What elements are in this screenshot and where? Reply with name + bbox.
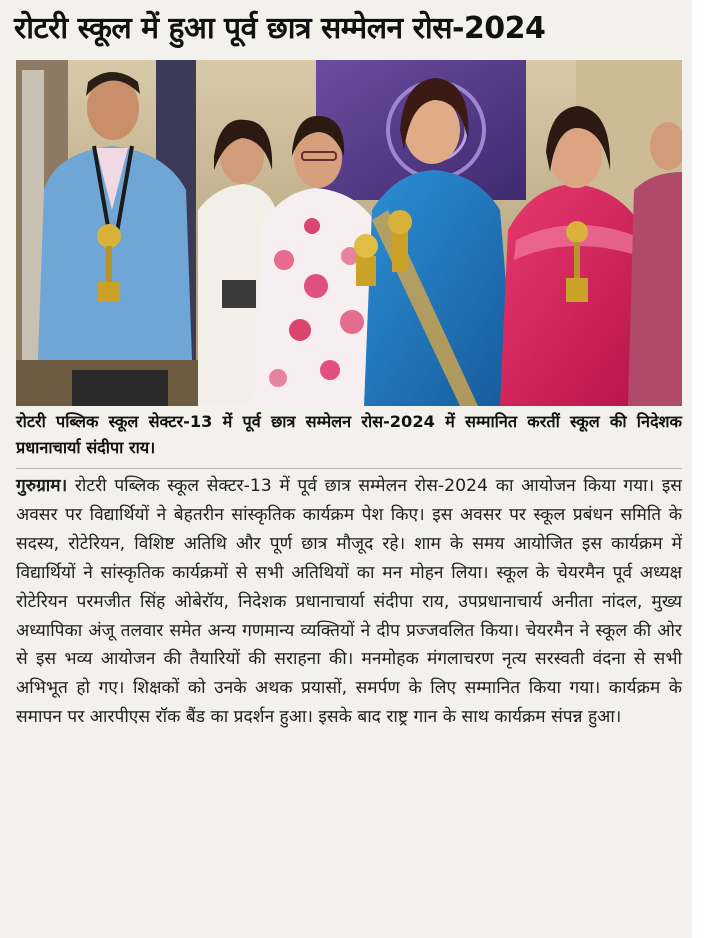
trophy-icon xyxy=(354,234,378,286)
photo-caption: रोटरी पब्लिक स्कूल सेक्टर-13 में पूर्व छात्र सम्मेलन रोस-2024 में सम्मानित करतीं स्कूल की निदेशक प्रधानाचार्या संदीपा राय। xyxy=(16,412,682,457)
dateline: गुरुग्राम। xyxy=(16,476,68,496)
caption-divider xyxy=(16,468,682,469)
article-body-text: रोटरी पब्लिक स्कूल सेक्टर-13 में पूर्व छात्र सम्मेलन रोस-2024 का आयोजन किया गया। इस अवसर पर विद्यार्थियों ने बेहतरीन सांस्कृतिक कार्यक्रम पेश किए। इस अवसर पर स्कूल प्रबंधन समिति के सदस्य, रोटेरियन, विशिष्ट अतिथि और पूर्ण छात्र मौजूद रहे। शाम के समय आयोजित इस कार्यक्रम में विद्यार्थियों ने सांस्कृतिक कार्यक्रमों से सभी अतिथियों का मन मोहन लिया। स्कूल के चेयरमैन पूर्व अध्यक्ष रोटेरियन परमजीत सिंह ओबेरॉय, निदेशक प्रधानाचार्या संदीपा राय, उपप्रधानाचार्य अनीता नांदल, मुख्य अध्यापिका अंजू तलवार समेत अन्य गणमान्य व्यक्तियों ने दीप प्रज्जवलित किया। चेयरमैन ने स्कूल की ओर से इस भव्य आयोजन की तैयारियों की सराहना की। मनमोहक मंगलाचरण नृत्य सरस्वती वंदना से सभी अभिभूत हो गए। शिक्षकों को उनके अथक प्रयासों, समर्पण के लिए सम्मानित किया गया। कार्यक्रम के समापन पर आरपीएस रॉक बैंड का प्रदर्शन हुआ। इसके बाद राष्ट्र गान के साथ कार्यक्रम संपन्न हुआ। xyxy=(16,476,682,728)
event-photo xyxy=(16,60,682,406)
headline: रोटरी स्कूल में हुआ पूर्व छात्र सम्मेलन रोस-2024 xyxy=(14,11,546,46)
event-photo-illustration xyxy=(16,60,682,406)
article-body xyxy=(16,472,682,732)
